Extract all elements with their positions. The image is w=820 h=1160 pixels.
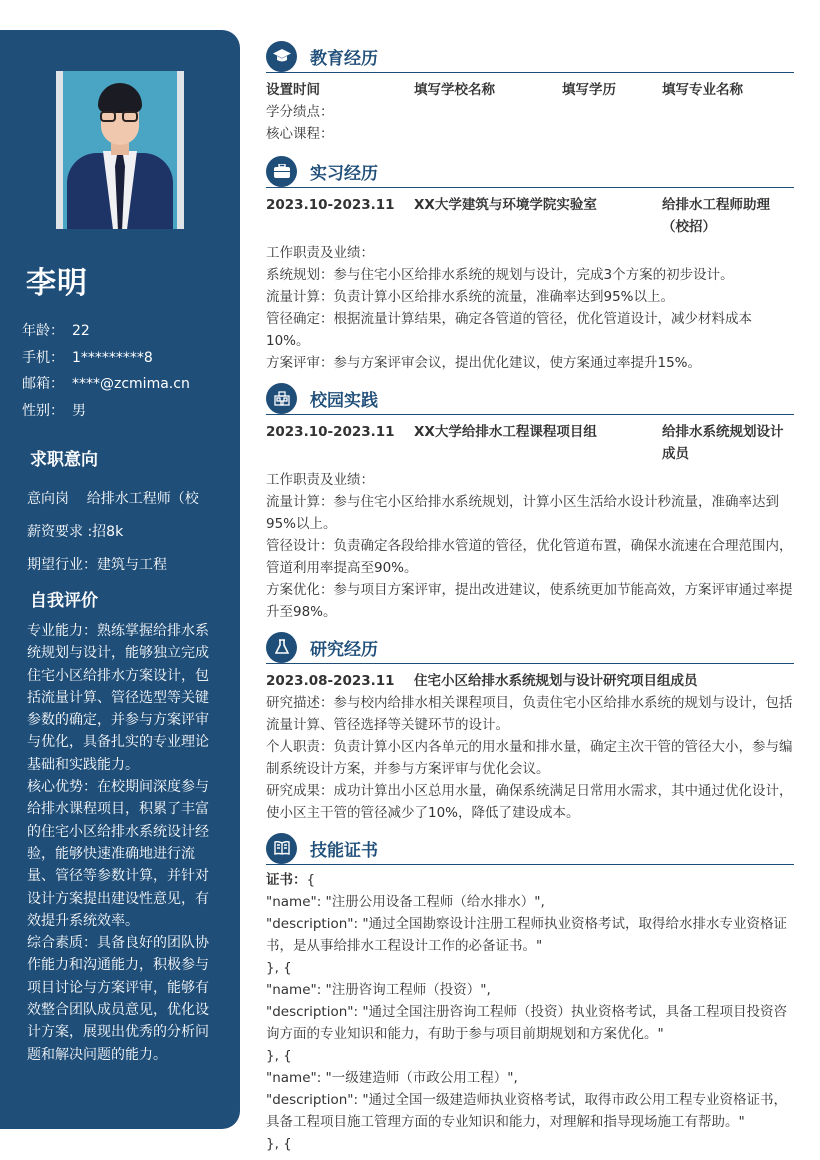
section-skills: 技能证书 证书：{ "name": "注册公用设备工程师（给水排水）", "description": "通过全国勘察设计注册工程师执业资格考试，取得给水排水专业资格证书，是从事给排水工程设计工作的必备证书。" }, { "name": "注册咨询工程师（投资）", "description": "通过全国注册咨询工程师（投资）执业资格考试，具备工程项目投资咨询方面的专业知识和能力，有助于参与项目前期规划和方案优化。" }, { "name": "一级建造师（市政公用工程）", "description": "通过全国一级建造师执业资格考试，取得市政公用工程专业资格证书，具备工程项目施工管理方面的专业知识和能力，对理解和指导现场施工有帮助。" }, { [266, 832, 794, 1155]
campus-role: 给排水系统规划设计成员 [662, 424, 784, 462]
section-title: 技能证书 [310, 840, 378, 861]
campus-time: 2023.10-2023.11 [266, 424, 395, 440]
section-title: 教育经历 [310, 48, 378, 69]
info-phone: 手机： 1*********8 [22, 349, 153, 366]
main-content [266, 40, 794, 1155]
job-intent-heading: 求职意向 [30, 450, 98, 470]
briefcase-icon [266, 156, 297, 187]
candidate-name: 李明 [26, 266, 88, 301]
section-research [266, 631, 794, 824]
campus-line: 管径设计：负责确定各段给排水管道的管径，优化管道布置，确保水流速在合理范围内，管道利用率提高至90%。 [266, 538, 793, 576]
info-age: 年龄： 22 [22, 323, 90, 339]
cert-line: "name": "一级建造师（市政公用工程）", [266, 1070, 518, 1086]
intern-line: 流量计算：负责计算小区给排水系统的流量，准确率达到95%以上。 [266, 289, 675, 305]
intern-line: 管径确定：根据流量计算结果，确定各管道的管径，优化管道设计，减少材料成本10%。 [266, 311, 752, 349]
cert-label: 证书： [266, 872, 307, 888]
edu-time: 设置时间 [266, 82, 320, 98]
eval-paragraph: 专业能力：熟练掌握给排水系统规划与设计，能够独立完成住宅小区给排水方案设计，包括流量计算、管径选型等关键参数的确定，并参与方案评审与优化，具备扎实的专业理论基础和实践能力。 [27, 623, 209, 773]
edu-degree: 填写学历 [562, 82, 616, 98]
campus-line: 流量计算：参与住宅小区给排水系统规划，计算小区生活给水设计秒流量，准确率达到95%以上。 [266, 494, 779, 532]
intern-role: 给排水工程师助理（校招） [662, 197, 770, 235]
cert-line: }, { [266, 1136, 292, 1152]
section-title: 校园实践 [310, 390, 378, 411]
intern-time: 2023.10-2023.11 [266, 197, 395, 213]
eval-paragraph: 核心优势：在校期间深度参与给排水课程项目，积累了丰富的住宅小区给排水系统设计经验，能够快速准确地进行流量、管径等参数计算，并针对设计方案提出建设性意见，有效提升系统效率。 [27, 779, 209, 929]
book-icon [266, 833, 297, 864]
section-campus-practice [266, 382, 794, 623]
building-icon [266, 383, 297, 414]
research-line: 个人职责：负责计算小区内各单元的用水量和排水量，确定主次干管的管径大小，参与编制系统设计方案，并参与方案评审与优化会议。 [266, 739, 793, 777]
intent-position: 意向岗 给排水工程师（校 [27, 491, 199, 507]
cert-line: }, { [266, 1048, 292, 1064]
eval-paragraph: 综合素质：具备良好的团队协作能力和沟通能力，积极参与项目讨论与方案评审，能够有效整合团队成员意见，优化设计方案，展现出优秀的分析问题和解决问题的能力。 [27, 935, 209, 1063]
personal-info [22, 318, 190, 424]
cert-line: "description": "通过全国一级建造师执业资格考试，取得市政公用工程专业资格证书，具备工程项目施工管理方面的专业知识和能力，对理解和指导现场施工有帮助。" [266, 1092, 788, 1130]
edu-major: 填写专业名称 [662, 82, 743, 98]
cert-line: "description": "通过全国勘察设计注册工程师执业资格考试，取得给水排水专业资格证书，是从事给排水工程设计工作的必备证书。" [266, 916, 788, 954]
intern-line: 系统规划：参与住宅小区给排水系统的规划与设计，完成3个方案的初步设计。 [266, 267, 734, 283]
profile-photo [56, 71, 184, 229]
cert-line: }, { [266, 960, 292, 976]
campus-org: XX大学给排水工程课程项目组 [414, 424, 597, 440]
research-line: 研究描述：参与校内给排水相关课程项目，负责住宅小区给排水系统的规划与设计，包括流量计算、管径选择等关键环节的设计。 [266, 695, 793, 733]
section-title: 研究经历 [310, 639, 378, 660]
research-role: 项目组成员 [630, 673, 698, 689]
research-topic: 住宅小区给排水系统规划与设计研究 [414, 673, 630, 689]
self-eval-heading: 自我评价 [30, 591, 98, 611]
info-gender: 性别： 男 [22, 402, 86, 419]
job-intent [27, 483, 232, 582]
cert-line: "description": "通过全国注册咨询工程师（投资）执业资格考试，具备工程项目投资咨询方面的专业知识和能力，有助于参与项目前期规划和方案优化。" [266, 1004, 788, 1042]
research-line: 研究成果：成功计算出小区总用水量，确保系统满足日常用水需求，其中通过优化设计，使小区主干管的管径减少了10%，降低了建设成本。 [266, 783, 793, 821]
info-email: 邮箱： ****@zcmima.cn [22, 376, 190, 392]
edu-gpa: 学分绩点： [266, 104, 334, 120]
intern-line: 方案评审：参与方案评审会议，提出优化建议，使方案通过率提升15%。 [266, 355, 702, 371]
section-internship [266, 155, 794, 374]
sidebar [0, 30, 240, 1129]
intent-salary: 薪资要求 :招8k [27, 524, 124, 540]
cert-line: "name": "注册公用设备工程师（给水排水）", [266, 894, 545, 910]
intern-line: 工作职责及业绩： [266, 245, 374, 261]
cert-line: "name": "注册咨询工程师（投资）", [266, 982, 491, 998]
section-education [266, 40, 794, 145]
flask-icon [266, 632, 297, 663]
intent-industry: 期望行业：建筑与工程 [27, 557, 167, 573]
edu-school: 填写学校名称 [414, 82, 495, 98]
research-time: 2023.08-2023.11 [266, 673, 395, 689]
intern-org: XX大学建筑与环境学院实验室 [414, 197, 597, 213]
graduation-cap-icon [266, 41, 297, 72]
campus-line: 工作职责及业绩： [266, 472, 374, 488]
self-evaluation [27, 620, 217, 1066]
edu-courses: 核心课程： [266, 126, 334, 142]
campus-line: 方案优化：参与项目方案评审，提出改进建议，使系统更加节能高效，方案评审通过率提升至98%。 [266, 582, 793, 620]
section-title: 实习经历 [310, 163, 378, 184]
